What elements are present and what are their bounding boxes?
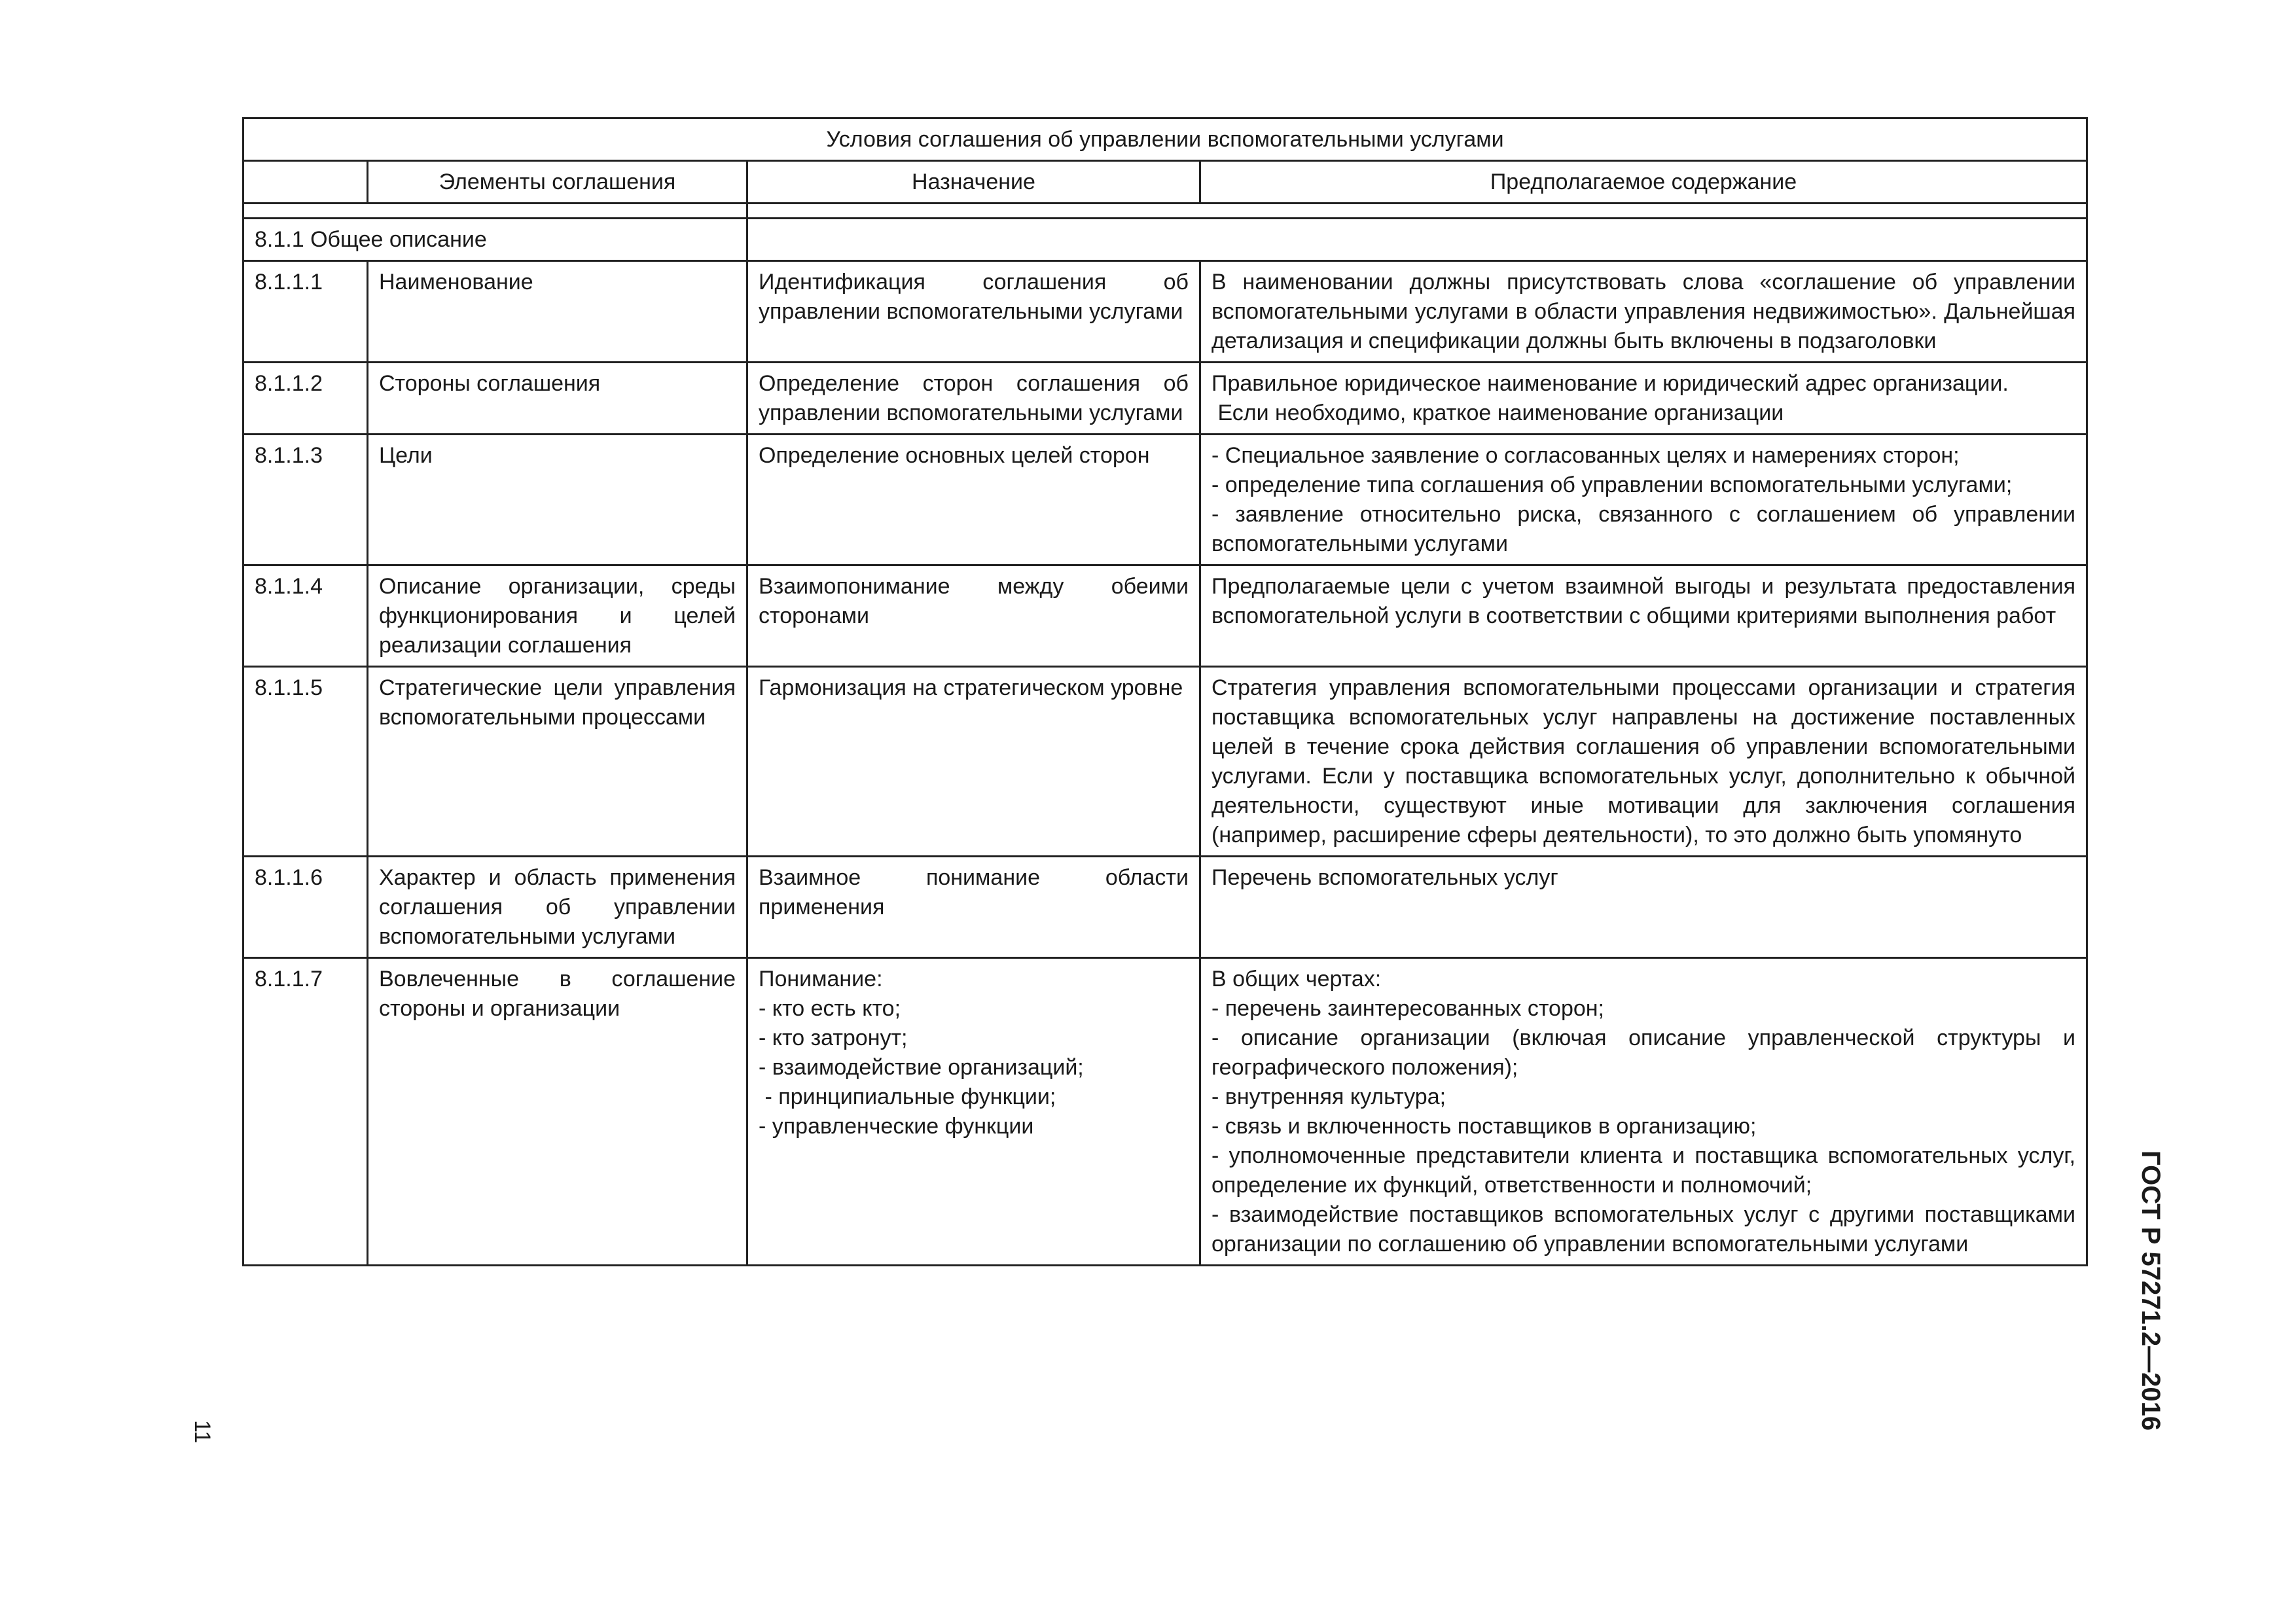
header-content: Предполагаемое содержание (1200, 161, 2087, 204)
row-content (1200, 857, 2087, 958)
agreement-table (242, 117, 2088, 1266)
row-purpose: Взаимное понимание области применения (747, 857, 1200, 958)
row-number: 8.1.1.4 (243, 565, 368, 667)
header-num (243, 161, 368, 204)
row-element: Описание организации, среды функционирования и целей реализации соглашения (368, 565, 747, 667)
content-line: - определение типа соглашения об управлении вспомогательными услугами; (1211, 473, 2013, 497)
section-title: 8.1.1 Общее описание (243, 219, 747, 261)
header-purpose: Назначение (747, 161, 1200, 204)
table-title: Условия соглашения об управлении вспомогательными услугами (243, 118, 2087, 161)
row-purpose: Взаимопонимание между обеими сторонами (747, 565, 1200, 667)
row-purpose: Гармонизация на стратегическом уровне (747, 667, 1200, 857)
row-content (1200, 261, 2087, 363)
content-line: - внутренняя культура; (1211, 1084, 1446, 1109)
header-elements: Элементы соглашения (368, 161, 747, 204)
purpose-line: - взаимодействие организаций; (759, 1055, 1084, 1080)
content-line: Правильное юридическое наименование и юридический адрес организации. (1211, 371, 2009, 396)
content-line: - уполномоченные представители клиента и поставщика вспомогательных услуг, определение их функций, ответственности и полномочий; (1211, 1143, 2076, 1198)
row-element: Характер и область применения соглашения об управлении вспомогательными услугами (368, 857, 747, 958)
row-content (1200, 363, 2087, 435)
table-row (243, 261, 2087, 363)
purpose-line: Понимание: (759, 967, 883, 991)
row-element: Стороны соглашения (368, 363, 747, 435)
row-purpose: Определение сторон соглашения об управлении вспомогательными услугами (747, 363, 1200, 435)
row-purpose (747, 958, 1200, 1266)
purpose-line: - кто затронут; (759, 1026, 908, 1050)
row-content (1200, 435, 2087, 565)
row-number: 8.1.1.3 (243, 435, 368, 565)
content-line: В общих чертах: (1211, 967, 1382, 991)
content-line: - заявление относительно риска, связанного с соглашением об управлении вспомогательными услугами (1211, 502, 2076, 556)
purpose-line: - кто есть кто; (759, 996, 901, 1021)
table-row (243, 958, 2087, 1266)
row-number: 8.1.1.7 (243, 958, 368, 1266)
row-element: Цели (368, 435, 747, 565)
row-number: 8.1.1.1 (243, 261, 368, 363)
table-row (243, 857, 2087, 958)
row-content (1200, 958, 2087, 1266)
content-line: - связь и включенность поставщиков в организацию; (1211, 1114, 1757, 1139)
section-row (243, 219, 2087, 261)
row-purpose: Определение основных целей сторон (747, 435, 1200, 565)
row-purpose: Идентификация соглашения об управлении вспомогательными услугами (747, 261, 1200, 363)
content-line: - описание организации (включая описание управленческой структуры и географического положения); (1211, 1026, 2076, 1080)
row-element: Наименование (368, 261, 747, 363)
table-row (243, 667, 2087, 857)
row-number: 8.1.1.6 (243, 857, 368, 958)
row-number: 8.1.1.2 (243, 363, 368, 435)
content-line: - перечень заинтересованных сторон; (1211, 996, 1604, 1021)
section-empty (747, 219, 2087, 261)
content-line: В наименовании должны присутствовать слова «соглашение об управлении вспомогательными услугами в области управления недвижимостью». Дальнейшая детализация и спецификации должны быть включены в подзаголовки (1211, 270, 2076, 353)
row-number: 8.1.1.5 (243, 667, 368, 857)
content-line: Стратегия управления вспомогательными процессами организации и стратегия поставщика вспомогательных услуг направлены на достижение поставленных целей в течение срока действия соглашения об управлении вспомогательными услугами. Если у поставщика вспомогательных услуг, дополнительно к обычной деятельности, существуют иные мотивации для заключения соглашения (например, расширение сферы деятельности), то это должно быть упомянуто (1211, 675, 2076, 847)
row-element: Вовлеченные в соглашение стороны и организации (368, 958, 747, 1266)
content-line: Перечень вспомогательных услуг (1211, 865, 1558, 890)
purpose-line: - принципиальные функции; (759, 1084, 1056, 1109)
content-line: - взаимодействие поставщиков вспомогательных услуг с другими поставщиками организации по соглашению об управлении вспомогательными услугами (1211, 1202, 2076, 1257)
purpose-line: - управленческие функции (759, 1114, 1034, 1139)
table-row (243, 565, 2087, 667)
header-separator (243, 204, 2087, 219)
row-element: Стратегические цели управления вспомогательными процессами (368, 667, 747, 857)
table-row (243, 363, 2087, 435)
content-line: Предполагаемые цели с учетом взаимной выгоды и результата предоставления вспомогательной услуги в соответствии с общими критериями выполнения работ (1211, 574, 2076, 628)
row-content (1200, 565, 2087, 667)
content-line: Если необходимо, краткое наименование организации (1211, 401, 1784, 425)
content-line: - Специальное заявление о согласованных целях и намерениях сторон; (1211, 443, 1960, 468)
table-row (243, 435, 2087, 565)
row-content (1200, 667, 2087, 857)
